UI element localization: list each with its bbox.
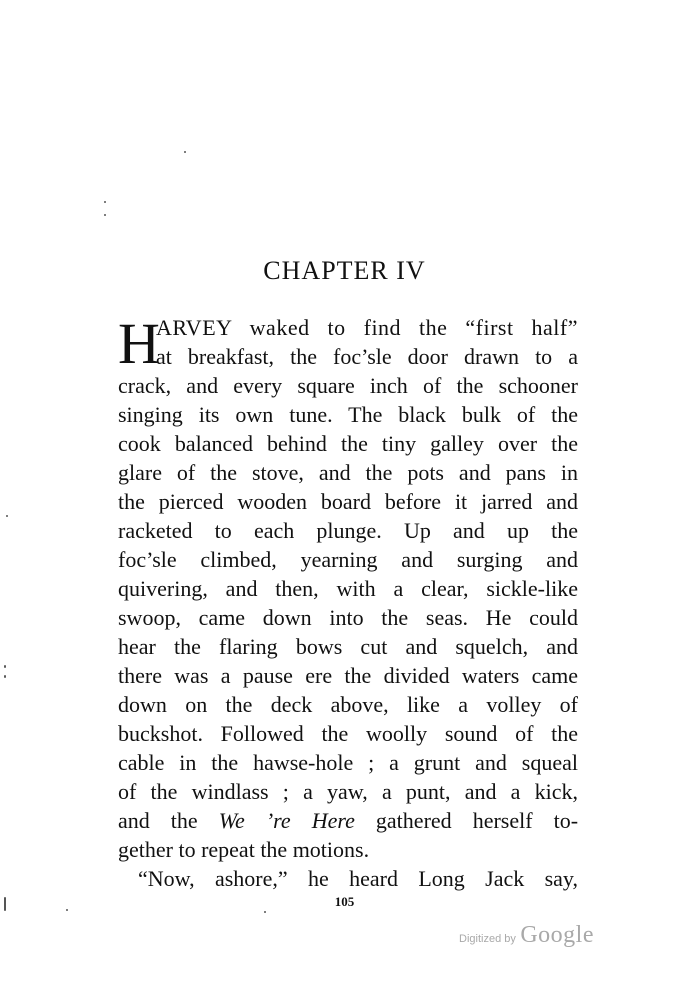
text-line: crack, and every square inch of the schooner (118, 373, 578, 398)
scan-speck (4, 897, 6, 911)
text-line: of the windlass ; a yaw, a punt, and a kick, (118, 779, 578, 804)
text-segment: gathered herself to- (375, 808, 579, 833)
digitization-watermark (459, 922, 594, 949)
ship-name: We ’re Here (218, 808, 355, 833)
text-line: swoop, came down into the seas. He could (118, 605, 578, 630)
text-segment: and the (118, 808, 198, 833)
chapter-title: CHAPTER IV (263, 256, 426, 285)
text-line: gether to repeat the motions. (118, 837, 370, 862)
watermark-prefix: Digitized by (459, 933, 516, 945)
text-line: glare of the stove, and the pots and pans in (118, 460, 578, 485)
scan-speck (104, 201, 106, 203)
drop-cap: H (118, 311, 160, 376)
text-line: singing its own tune. The black bulk of the (118, 402, 578, 427)
text-line: “Now, ashore,” he heard Long Jack say, (138, 866, 578, 891)
scan-speck (264, 911, 266, 913)
text-line: hear the flaring bows cut and squelch, and (118, 634, 578, 659)
page-number: 105 (334, 894, 355, 909)
text-line: foc’sle climbed, yearning and surging and (118, 547, 578, 572)
body-text (118, 313, 578, 893)
text-line: there was a pause ere the divided waters came (118, 663, 578, 688)
scan-speck (6, 515, 8, 517)
text-line: down on the deck above, like a volley of (118, 692, 578, 717)
scan-speck (184, 151, 186, 153)
scan-speck (66, 909, 68, 911)
text-line: ARVEY waked to find the “first half” (156, 315, 578, 340)
scan-speck (104, 214, 106, 216)
text-line: cable in the hawse-hole ; a grunt and squeal (118, 750, 578, 775)
scan-speck (4, 675, 6, 678)
watermark-brand: Google (520, 922, 594, 948)
text-line: buckshot. Followed the woolly sound of the (118, 721, 578, 746)
text-line (118, 806, 578, 835)
text-line: the pierced wooden board before it jarred and (118, 489, 578, 514)
text-line: at breakfast, the foc’sle door drawn to a (156, 344, 578, 369)
scan-speck (4, 665, 6, 668)
text-line: cook balanced behind the tiny galley over the (118, 431, 578, 456)
text-line: quivering, and then, with a clear, sickle-like (118, 576, 578, 601)
text-line: racketed to each plunge. Up and up the (118, 518, 578, 543)
